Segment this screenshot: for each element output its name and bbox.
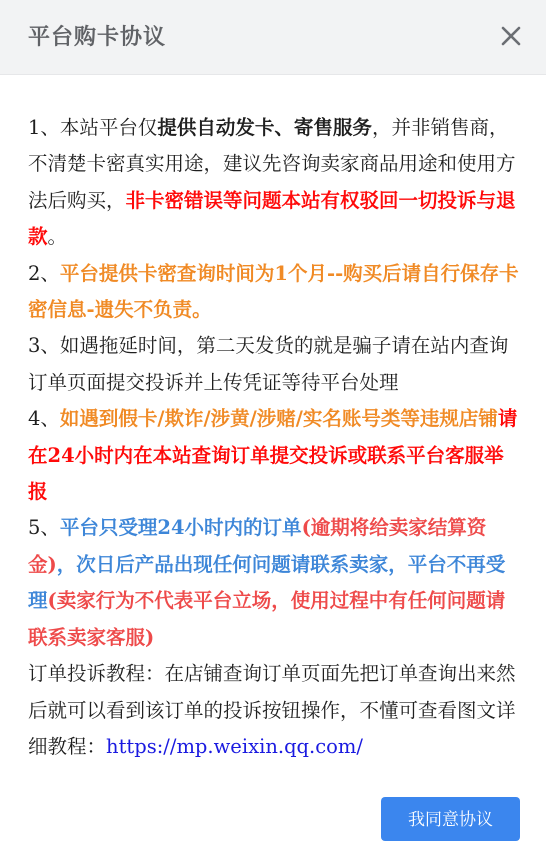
agree-button[interactable]: 我同意协议 [381,797,520,841]
term-item-3 [28,328,522,401]
close-button[interactable] [498,23,524,49]
term-1-bold: 提供自动发卡、寄售服务 [157,116,372,139]
tutorial-description: 订单投诉教程：在店铺查询订单页面先把订单查询出来然后就可以看到该订单的投诉按钮操作，不懂可查看图文详细教程： [28,662,516,758]
term-4-red: 请在24小时内在本站查询订单提交投诉或联系平台客服举报 [28,407,518,504]
tutorial-text [28,656,522,765]
term-2-prefix: 2、 [28,261,60,285]
term-1-red: 非卡密错误等问题本站有权驳回一切投诉与退款 [28,188,516,249]
term-item-1 [28,110,522,256]
term-5-pink-2: (卖家行为不代表平台立场，使用过程中有任何问题请联系卖家客服) [28,589,506,649]
term-1-end: 。 [47,225,68,249]
term-5-pink-1: (逾期将给卖家结算资金) [28,516,487,576]
term-item-4 [28,401,522,510]
term-5-blue-1: 平台只受理24小时内的订单 [59,516,302,540]
term-5-prefix: 5、 [28,516,60,540]
agreement-content [28,110,522,765]
term-4-orange: 如遇到假卡/欺诈/涉黄/涉赌/实名账号类等违规店铺 [59,407,498,431]
close-icon [498,23,524,49]
term-1-prefix: 1、本站平台仅 [28,116,158,139]
dialog-header [0,0,546,75]
term-item-5 [28,510,522,656]
tutorial-link[interactable]: https://mp.weixin.qq.com/ [106,734,363,758]
term-2-orange: 平台提供卡密查询时间为1个月--购买后请自行保存卡密信息-遗失不负责。 [28,261,519,322]
term-3-text: 3、如遇拖延时间，第二天发货的就是骗子请在站内查询订单页面提交投诉并上传凭证等待平台处理 [28,334,509,394]
dialog-title: 平台购卡协议 [28,25,167,50]
term-item-2 [28,256,522,329]
term-4-prefix: 4、 [28,407,60,431]
term-1-middle: ，并非销售商，不清楚卡密真实用途，建议先咨询卖家商品用途和使用方法后购买， [28,116,516,212]
term-5-blue-2: ，次日后产品出现任何问题请联系卖家，平台不再受理 [28,552,506,613]
